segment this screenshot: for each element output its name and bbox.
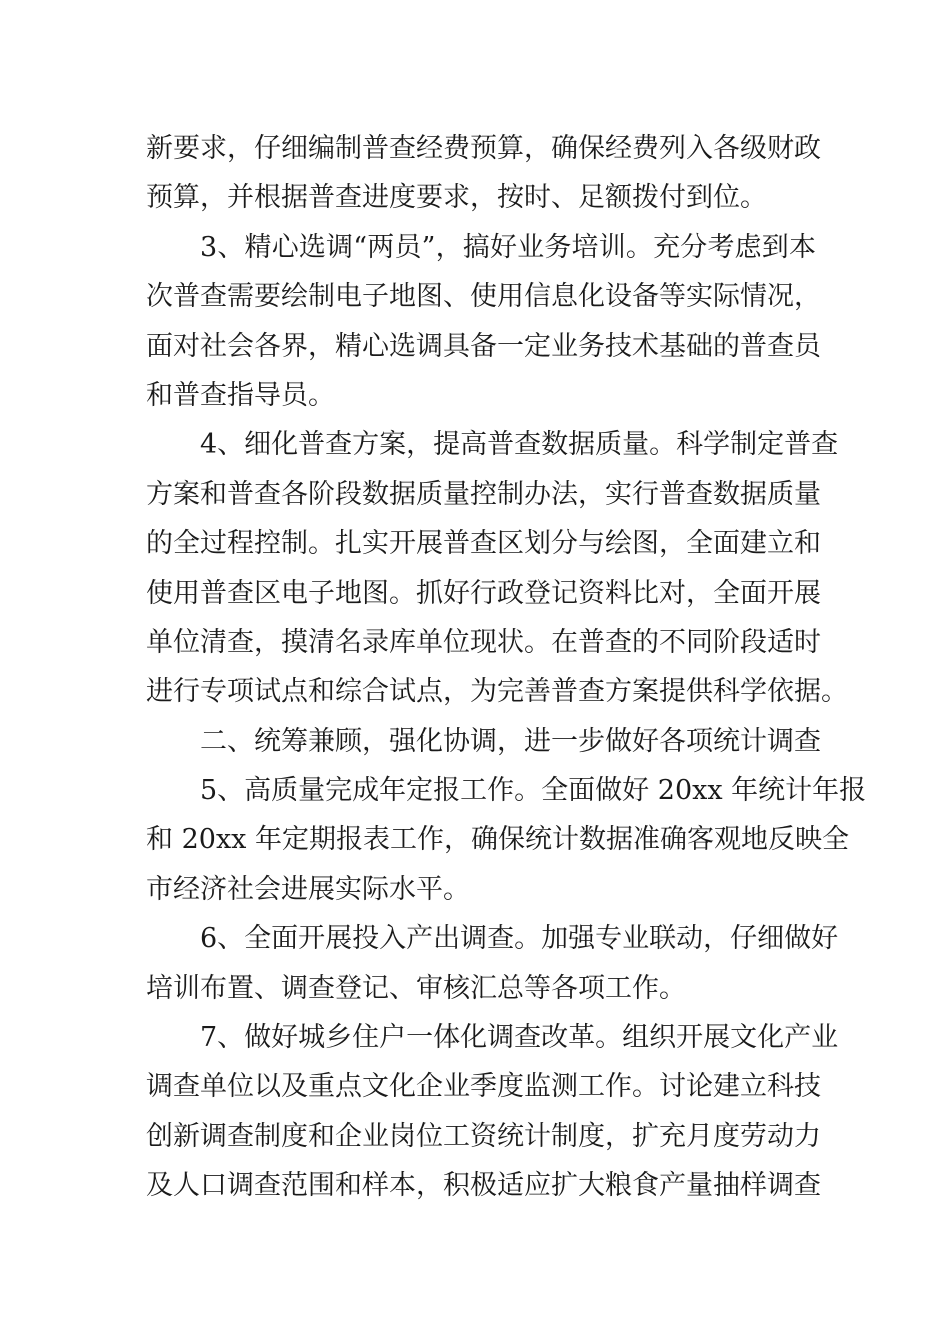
text-line: 次普查需要绘制电子地图、使用信息化设备等实际情况， <box>146 281 821 313</box>
text-line: 调查单位以及重点文化企业季度监测工作。讨论建立科技 <box>146 1071 821 1103</box>
text-line: 进行专项试点和综合试点，为完善普查方案提供科学依据。 <box>146 676 848 708</box>
document-body <box>146 124 867 1211</box>
section-heading: 二、统筹兼顾，强化协调，进一步做好各项统计调查 <box>200 725 821 757</box>
text-line: 4、细化普查方案，提高普查数据质量。科学制定普查 <box>200 429 839 461</box>
text-line: 面对社会各界，精心选调具备一定业务技术基础的普查员 <box>146 330 821 362</box>
text-line: 预算，并根据普查进度要求，按时、足额拨付到位。 <box>146 182 767 214</box>
text-line: 新要求，仔细编制普查经费预算，确保经费列入各级财政 <box>146 133 821 164</box>
text-line: 5、高质量完成年定报工作。全面做好 20xx 年统计年报 <box>200 775 867 807</box>
text-line: 和普查指导员。 <box>146 379 335 411</box>
text-line: 培训布置、调查登记、审核汇总等各项工作。 <box>146 972 686 1004</box>
text-line: 方案和普查各阶段数据质量控制办法，实行普查数据质量 <box>146 478 821 510</box>
text-line: 及人口调查范围和样本，积极适应扩大粮食产量抽样调查 <box>146 1170 821 1202</box>
text-line: 使用普查区电子地图。抓好行政登记资料比对，全面开展 <box>146 577 821 609</box>
text-line: 3、精心选调“两员”，搞好业务培训。充分考虑到本 <box>200 231 816 263</box>
text-line: 和 20xx 年定期报表工作，确保统计数据准确客观地反映全 <box>146 824 849 856</box>
text-line: 6、全面开展投入产出调查。加强专业联动，仔细做好 <box>200 923 839 955</box>
text-line: 市经济社会进展实际水平。 <box>146 873 470 905</box>
text-line: 创新调查制度和企业岗位工资统计制度，扩充月度劳动力 <box>146 1120 821 1152</box>
text-line: 的全过程控制。扎实开展普查区划分与绘图，全面建立和 <box>146 528 821 560</box>
text-line: 单位清查，摸清名录库单位现状。在普查的不同阶段适时 <box>146 626 821 658</box>
text-line: 7、做好城乡住户一体化调查改革。组织开展文化产业 <box>200 1022 839 1054</box>
